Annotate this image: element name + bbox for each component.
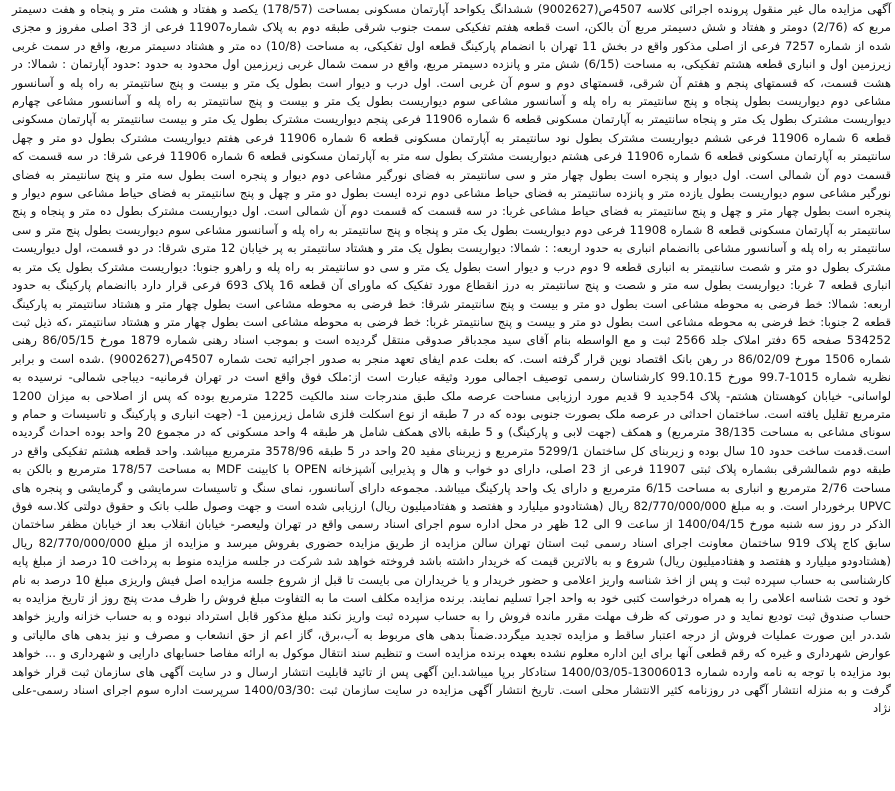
auction-notice: [8, 0, 895, 791]
notice-body-text: آگهی مزایده مال غیر منقول پرونده اجرائی کلاسه 4507ص(9002627) ششدانگ یکواحد آپارتمان مسکونی بمساحت (178/57) یکصد و هفتاد و هشت متر و پنجاه و هفت دسیمتر مربع که (2/76) دومتر و هفتاد و شش دسیمتر مربع آن بالکن، است قطعه هفتم تفکیکی سمت جنوب شرقی طبقه دوم به پلاک شماره11907 فرعی از 33 اصلی مفروز و مجزی شده از شماره 7257 فرعی از اصلی مذکور واقع در بخش 11 تهران با انضمام پارکینگ قطعه اول تفکیکی، به مساحت (10/8) ده متر و هشتاد دسیمتر مربع، واقع در سمت غربی زیرزمین اول و انباری قطعه هشتم تفکیکی، به مساحت (6/15) شش متر و پانزده دسیمتر مربع، واقع در سمت شمال غربی زیرزمین اول محدود به حدود :حدود آپارتمان : شمالا: در هشت قسمت، که قسمتهای پنجم و هفتم آن شرقی، قسمتهای دوم و سوم آن غربی است. اول درب و دیوار است بطول یک متر و بیست و پنج سانتیمتر به راه پله و آسانسور مشاعی دوم دیواریست بطول پنجاه و پنج سانتیمتر به راه پله و آسانسور مشاعی سوم دیواریست بطول یک متر و بیست و پنج سانتیمتر به راه پله و آسانسور مشاعی چهارم دیواریست مشترک بطول یک متر و پنجاه سانتیمتر به آپارتمان مسکونی قطعه 6 شماره 11906 فرعی پنجم دیواریست مشترک بطول یک متر و بیست سانتیمتر به آپارتمان مسکونی قطعه 6 شماره 11906 فرعی ششم دیواریست مشترک بطول نود سانتیمتر به آپارتمان مسکونی قطعه 6 شماره 11906 فرعی هفتم دیواریست مشترک بطول دو متر و چهل سانتیمتر به آپارتمان مسکونی قطعه 6 شماره 11906 فرعی هشتم دیواریست مشترک بطول سه متر به آپارتمان مسکونی قطعه 6 شماره 11906 فرعی شرقا: در سه قسمت که قسمت دوم آن شمالی است. اول دیوار و پنجره است بطول چهار متر و سی سانتیمتر به فضای نورگیر مشاعی دوم دیوار و پنجره است بطول سه متر و پنج سانتیمتر به فضای نورگیر مشاعی سوم دیواریست بطول یازده متر و پانزده سانتیمتر به فضای حیاط مشاعی دوم نرده ایست بطول دو متر و چهل و پنج سانتیمتر به فضای حیاط مشاعی سوم دیوار و پنجره است بطول چهار متر و چهل و پنج سانتیمتر به فضای حیاط مشاعی غربا: در سه قسمت که قسمت دوم آن شمالی است. اول دیواریست مشترک بطول ده متر و پنجاه و پنج سانتیمتر به آپارتمان مسکونی قطعه 8 شماره 11908 فرعی دوم دیواریست بطول یک متر و پنجاه و پنج سانتیمتر به راه پله و آسانسور مشاعی سوم دیواریست بطول پنج متر و سی سانتیمتر به راه پله و آسانسور مشاعی باانضمام انباری به حدود اربعه: : شمالا: دیواریست بطول یک متر و هشتاد سانتیمتر به پر خیابان 12 متری شرقا: در دو قسمت، اول دیواریست مشترک بطول دو متر و شصت سانتیمتر به انباری قطعه 9 دوم درب و دیوار است بطول یک متر و سی دو سانتیمتر به راه پله و راهرو جنوبا: دیواریست مشترک بطول یک متر به انباری قطعه 7 غربا: دیواریست بطول سه متر و شصت و پنج سانتیمتر به درز انقطاع مورد تفکیک که ماورای آن قطعه 16 پلاک 693 فرعی قرار دارد باانضمام پارکینگ به حدود اربعه: شمالا: خط فرضی به محوطه مشاعی است بطول دو متر و بیست و پنج سانتیمتر شرقا: خط فرضی به محوطه مشاعی است بطول چهار متر و هشتاد سانتیمتر به پارکینگ قطعه 2 جنوبا: خط فرضی به محوطه مشاعی است بطول دو متر و بیست و پنج سانتیمتر غربا: خط فرضی به محوطه مشاعی است بطول چهار متر و هشتاد سانتیمتر ،که ذیل ثبت 534252 صفحه 65 دفتر املاک جلد 2566 ثبت و مع الواسطه بنام آقای سید مجدباقر صدوقی منتقل گردیده است و بموجب اسناد رهنی شماره 1879 مورخ 86/05/15 رهنی شماره 1506 مورخ 86/02/09 در رهن بانک اقتصاد نوین قرار گرفته است. که بعلت عدم ایفای تعهد منجر به صدور اجرائیه تحت شماره 4507ص(9002627) .شده است و برابر نظریه شماره 1015-99.7 مورخ 99.10.15 کارشناسان رسمی توصیف اجمالی مورد وثیقه عبارت است از:ملک فوق واقع است در تهران فرمانیه- دیباجی شمالی- نرسیده به لواسانی- خیابان کوهستان هشتم- پلاک 54جدید 9 قدیم مورد ارزیابی مساحت عرصه ملک طبق مندرجات سند مالکیت 1225 مترمربع بوده که پس از اصلاحی به میزان 1200 مترمربع تقلیل یافته است. ساختمان احداثی در عرصه ملک بصورت جنوبی بوده که در 7 طبقه از نوع اسکلت فلزی شامل زیرزمین 1- (جهت انباری و پارکینگ و تاسیسات و حمام و سونای مشاعی به مساحت 38/135 مترمربع) و همکف (جهت لابی و پارکینگ) و 5 طبقه بالای همکف شامل هر طبقه 4 واحد مسکونی که در مجموع 20 واحد بوده احداث گردیده است.قدمت ساخت حدود 10 سال بوده و زیربنای کل ساختمان 5299/1 مترمربع و زیربنای مفید 20 واحد در 5 طبقه 3578/96 مترمربع میباشد. واحد قطعه هشتم تفکیکی واقع در طبقه دوم شمالشرقی بشماره پلاک ثبتی 11907 فرعی از 23 اصلی، دارای دو خواب و هال و پذیرایی آشپزخانه OPEN با کابینت MDF به مساحت 178/57 مترمربع و بالکن به مساحت 2/76 مترمربع و انباری به مساحت 6/15 مترمربع و دارای یک واحد پارکینگ میباشد. مجموعه دارای آسانسور، نمای سنگ و تاسیسات سرمایشی و گرمایشی و پنجره های UPVC برخوردار است. و به مبلغ 82/770/000/000 ریال (هشتادودو میلیارد و هفتصد و هفتادمیلیون ریال) ارزیابی شده است و جهت وصول طلب بانک و حقوق دولتی کلا.سه فوق الذکر در روز سه شنبه مورخ 1400/04/15 از ساعت 9 الی 12 ظهر در محل اداره سوم اجرای اسناد رسمی واقع در تهران ولیعصر- خیابان انقلاب بعد از خیابان مظفر ساختمان سابق کاج پلاک 919 ساختمان معاونت اجرای اسناد رسمی ثبت استان تهران سالن مزایده از طریق مزایده حضوری بفروش میرسد و مزایده از مبلغ 82/770/000/000 ریال (هشتادودو میلیارد و هفتصد و هفتادمیلیون ریال) شروع و به بالاترین قیمت که خریدار داشته باشد فروخته خواهد شد شرکت در جلسه مزایده منوط به پرداخت 10 درصد از مبلغ پایه کارشناسی به حساب سپرده ثبت و پس از اخذ شناسه واریز اعلامی و حضور خریدار و یا خریداران می بایست تا قبل از شروع جلسه مزایده اصل فیش واریزی مبلغ 10 درصد به نام خود و تحت شناسه اعلامی را به همراه درخواست کتبی خود به واحد اجرا تسلیم نمایند. برنده مزایده مکلف است ما به التفاوت مبلغ فروش را ظرف مدت پنج روز از تاریخ مزایده به حساب صندوق ثبت تودیع نماید و در صورتی که ظرف مهلت مقرر مانده فروش را به حساب سپرده ثبت واریز نکند مبلغ مذکور قابل استرداد نبوده و به حساب خزانه واریز خواهد شد.در این صورت عملیات فروش از درجه اعتبار ساقط و مزایده تجدید میگردد.ضمناً بدهی های مربوط به آب،برق، گاز اعم از حق انشعاب و مصرف و نیز بدهی های مالیاتی و عوارض شهرداری و غیره که رقم قطعی آنها برای این اداره معلوم نشده بعهده برنده مزایده است و تنظیم سند انتقال موکول به ارائه مفاصا حسابهای دارایی و شهرداری و ... خواهد بود مزایده با توجه به نامه وارده شماره 13006013-1400/03/05 ستادکار برپا میباشد.این آگهی پس از تائید قابلیت انتشار ارسال و در سایت آگهی های سازمان ثبت قرار خواهد گرفت و به منزله انتشار آگهی در روزنامه کثیر الانتشار محلی است. تاریخ انتشار آگهی مزایده در سایت سازمان ثبت :1400/03/30 سرپرست اداره سوم اجرای اسناد رسمی-علی نژاد: [12, 2, 892, 716]
